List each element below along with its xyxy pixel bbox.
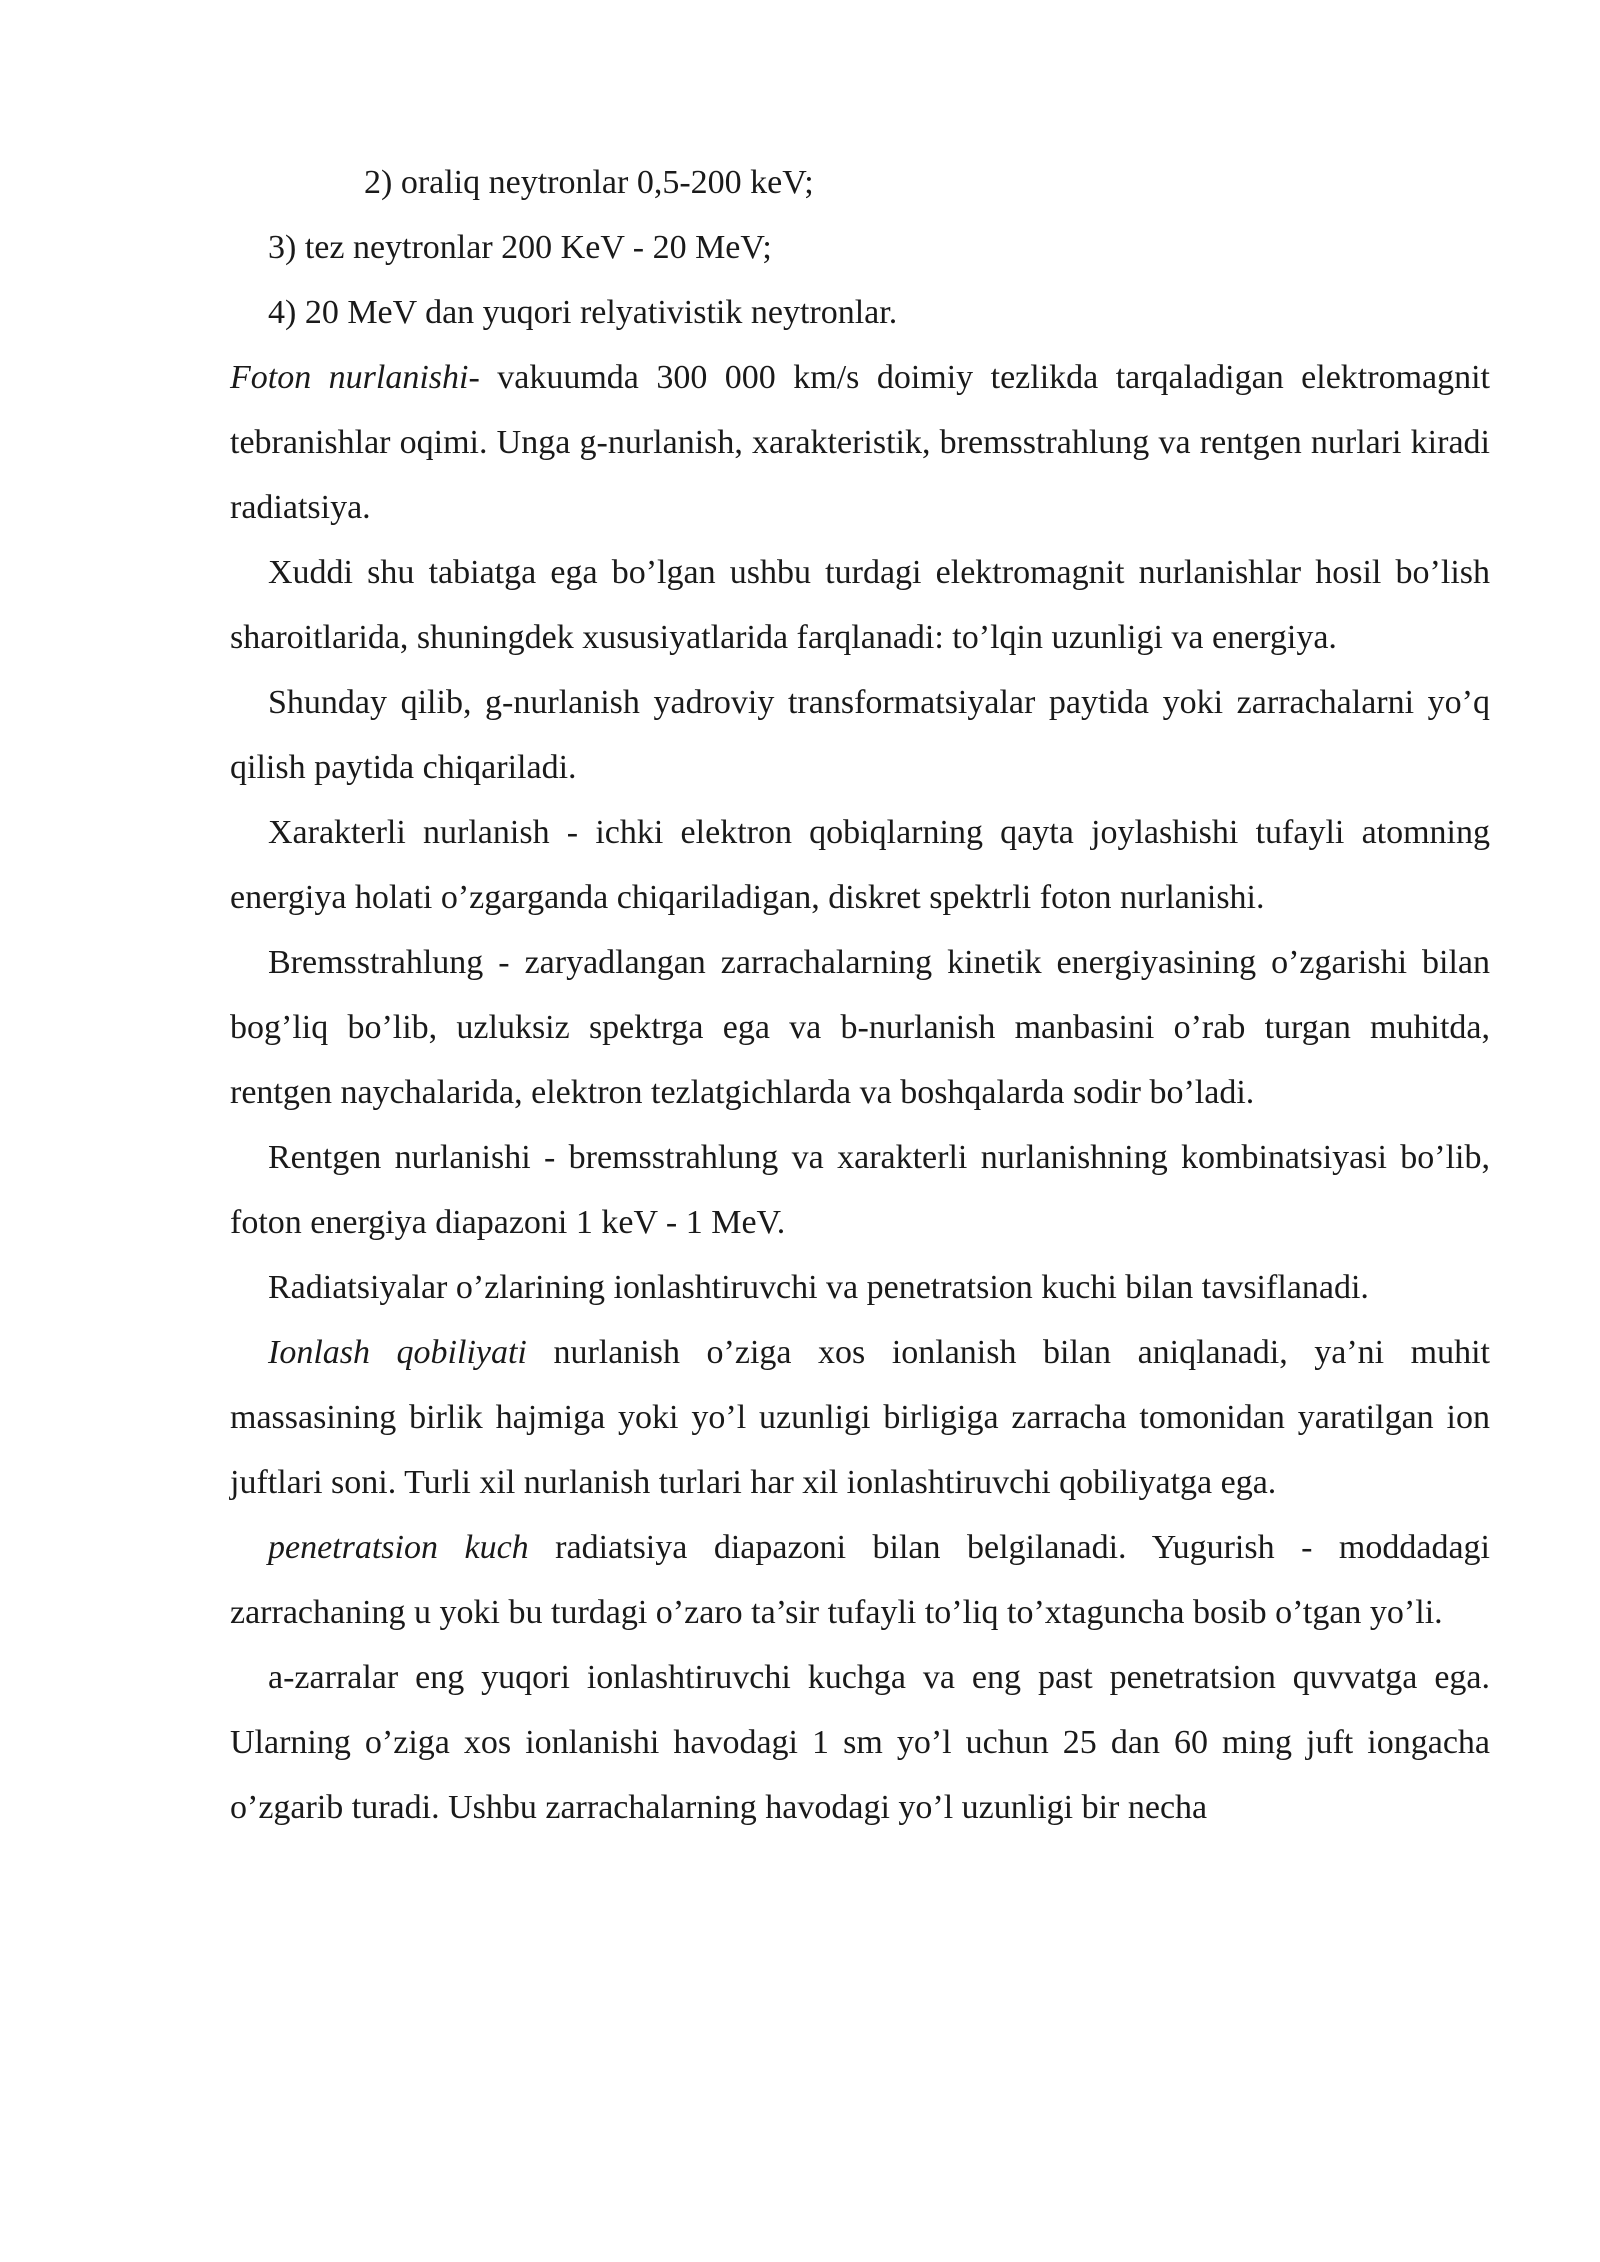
paragraph-ionlash bbox=[230, 1320, 1490, 1515]
paragraph-foton-text: - vakuumda 300 000 km/s doimiy tezlikda tarqaladigan elektromagnit tebranishlar oqimi. Unga g-nurlanish, xarakteristik, bremsstrahlung va rentgen nurlari kiradi radiatsiya. bbox=[230, 359, 1490, 526]
body-text bbox=[230, 150, 1490, 1840]
paragraph-xarakterli: Xarakterli nurlanish - ichki elektron qobiqlarning qayta joylashishi tufayli atomning energiya holati o’zgarganda chiqariladigan, diskret spektrli foton nurlanishi. bbox=[230, 814, 1490, 916]
list-item-intermediate-neutrons: 2) oraliq neytronlar 0,5-200 keV; bbox=[364, 164, 814, 201]
paragraph-foton bbox=[230, 345, 1490, 540]
paragraph-shunday: Shunday qilib, g-nurlanish yadroviy transformatsiyalar paytida yoki zarrachalarni yo’q qilish paytida chiqariladi. bbox=[230, 684, 1490, 786]
paragraph-rentgen: Rentgen nurlanishi - bremsstrahlung va xarakterli nurlanishning kombinatsiyasi bo’lib, foton energiya diapazoni 1 keV - 1 MeV. bbox=[230, 1139, 1490, 1241]
term-penetratsion: penetratsion kuch bbox=[268, 1529, 529, 1566]
paragraph-xuddi: Xuddi shu tabiatga ega bo’lgan ushbu turdagi elektromagnit nurlanishlar hosil bo’lish sharoitlarida, shuningdek xususiyatlarida farqlanadi: to’lqin uzunligi va energiya. bbox=[230, 554, 1490, 656]
list-item-relativistic-neutrons: 4) 20 MeV dan yuqori relyativistik neytronlar. bbox=[268, 294, 898, 331]
paragraph-bremsstrahlung: Bremsstrahlung - zaryadlangan zarrachalarning kinetik energiyasining o’zgarishi bilan bog’liq bo’lib, uzluksiz spektrga ega va b-nurlanish manbasini o’rab turgan muhitda, rentgen naychalarida, elektron tezlatgichlarda va boshqalarda sodir bo’ladi. bbox=[230, 944, 1490, 1111]
paragraph-penetratsion bbox=[230, 1515, 1490, 1645]
paragraph-ionlash-text: nurlanish o’ziga xos ionlanish bilan aniqlanadi, ya’ni muhit massasining birlik hajmiga yoki yo’l uzunligi birligiga zarracha tomonidan yaratilgan ion juftlari soni. Turli xil nurlanish turlari har xil ionlashtiruvchi qobiliyatga ega. bbox=[230, 1334, 1490, 1501]
term-ionlash: Ionlash qobiliyati bbox=[268, 1334, 527, 1371]
paragraph-radiatsiyalar: Radiatsiyalar o’zlarining ionlashtiruvchi va penetratsion kuchi bilan tavsiflanadi. bbox=[268, 1269, 1369, 1306]
term-foton: Foton nurlanishi bbox=[230, 359, 469, 396]
paragraph-penetratsion-text: radiatsiya diapazoni bilan belgilanadi. Yugurish - moddadagi zarrachaning u yoki bu turdagi o’zaro ta’sir tufayli to’liq to’xtaguncha bosib o’tgan yo’li. bbox=[230, 1529, 1490, 1631]
paragraph-azarralar: a-zarralar eng yuqori ionlashtiruvchi kuchga va eng past penetratsion quvvatga ega. Ularning o’ziga xos ionlanishi havodagi 1 sm yo’l uchun 25 dan 60 ming juft iongacha o’zgarib turadi. Ushbu zarrachalarning havodagi yo’l uzunligi bir necha bbox=[230, 1659, 1490, 1826]
list-item-fast-neutrons: 3) tez neytronlar 200 KeV - 20 MeV; bbox=[268, 229, 772, 266]
